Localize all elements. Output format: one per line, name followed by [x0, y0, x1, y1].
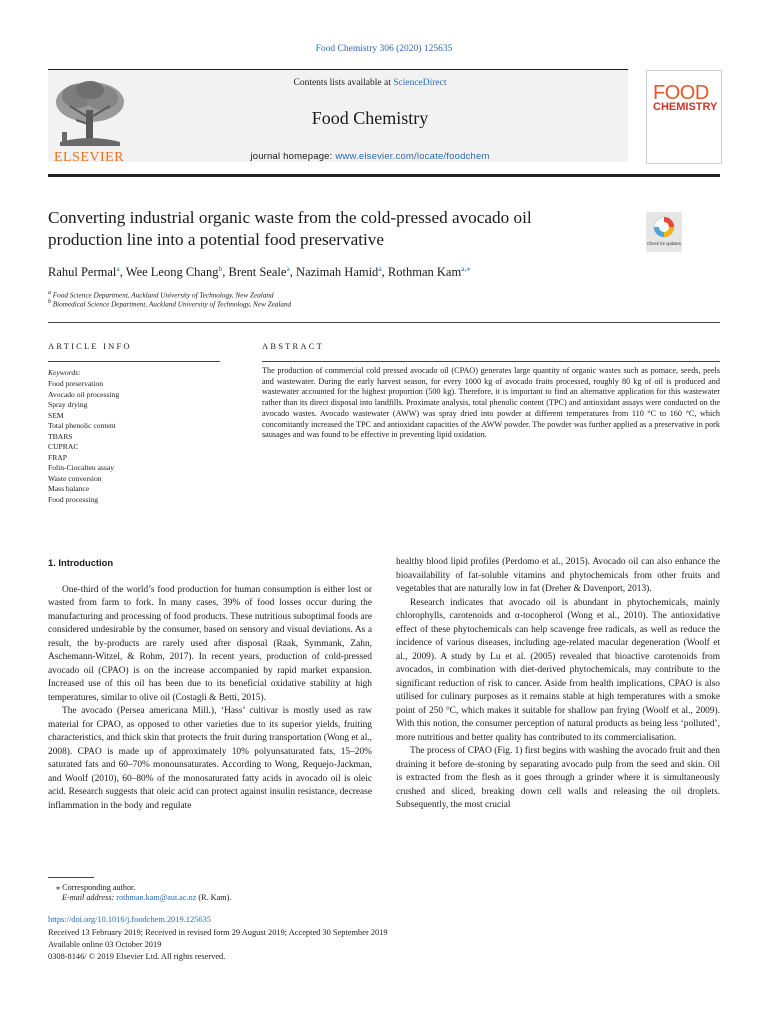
journal-title: Food Chemistry [311, 108, 429, 128]
email-footnote [62, 893, 231, 902]
author-2-affil[interactable]: b [218, 264, 223, 273]
title-divider [48, 322, 720, 323]
abstract-heading: ABSTRACT [262, 341, 324, 351]
email-link[interactable]: rothman.kam@aut.ac.nz [116, 893, 197, 902]
author-4[interactable]: Nazimah Hamid [296, 265, 379, 280]
author-1[interactable]: Rahul Permal [48, 265, 117, 280]
email-label: E-mail address: [62, 893, 117, 902]
keyword: Total phenolic content [48, 421, 116, 430]
footnote-rule [48, 877, 94, 878]
copyright-line: 0308-8146/ © 2019 Elsevier Ltd. All rights reserved. [48, 952, 226, 961]
keyword: Folin-Ciocalteu assay [48, 463, 115, 472]
keyword: Food preservation [48, 379, 104, 388]
keyword: SEM [48, 410, 64, 420]
article-title: Converting industrial organic waste from the cold-pressed avocado oil production line into a potential food preservative [48, 208, 532, 249]
check-updates-label: Check for updates [647, 241, 681, 246]
keyword: Spray drying [48, 400, 88, 409]
corresponding-author-note: ⁎ Corresponding author. [56, 883, 136, 892]
author-3[interactable]: Brent Seale [228, 265, 287, 280]
keyword: Mass balance [48, 484, 90, 493]
article-info-rule [48, 361, 220, 362]
keyword: FRAP [48, 452, 67, 462]
section-heading-introduction: 1. Introduction [48, 557, 114, 568]
header-bottom-rule [48, 174, 720, 177]
doi-link[interactable]: https://doi.org/10.1016/j.foodchem.2019.125635 [48, 915, 211, 924]
sciencedirect-link[interactable]: ScienceDirect [393, 78, 447, 88]
homepage-line [140, 151, 600, 162]
cover-word-food: FOOD [653, 82, 709, 104]
received-dates: Received 13 February 2019; Received in revised form 29 August 2019; Accepted 30 September 2019 [48, 928, 388, 937]
affiliation-a: $^a$ Food Science Department, Auckland University of Technology, New Zealand [48, 290, 274, 300]
abstract-text: The production of commercial cold pressed avocado oil (CPAO) generates large quantity of organic wastes such as pomace, seeds, peels and wastewater. During the early harvest season, for every 1000 kg of avocado fruits processed, roughly 80 kg of oil is produced and wastewater accounted for the highest proportion (500 kg). Therefore, it is important to find an alternative application for this wastewater rather than its direct disposal into landfills. Proximate analysis, total phenolic content (TPC) and antioxidant assays were conducted on the avocado wastes. Avocado wastewater (AWW) was spray dried into powder at different temperatures from 110 °C to 160 °C, which concomitantly increased the TPC and antioxidant capacities of the AWW powder. The powder was further applied as a preservative in pork sausages and was found to be effective in preventing lipid oxidation. [262, 366, 720, 440]
body-paragraph: Research indicates that avocado oil is abundant in phytochemicals, mainly chlorophylls, carotenoids and α-tocopherol (Wong et al., 2010). The antioxidative effect of these phytochemicals can help scavenge free radicals, as well as reduce the incidence of various diseases, including age-related macular degeneration (Woolf et al., 2009). A study by Lu et al. (2005) revealed that bioactive carotenoids from avocados, in combination with diet-derived phytochemicals, may contribute to the significant reduction of risk to cancer. Aside from health implications, CPAO is also utilised for culinary purposes as it remains stable at high temperatures with a smoke point of 250 °C, which makes it suitable for shallow pan frying (Woolf et al., 2009). With this notion, the consumer perception of natural products as being less ‘polluted’, more nutritious and better quality has contributed to its commercialisation. [396, 597, 720, 743]
abstract-rule [262, 361, 720, 362]
cover-word-chemistry: CHEMISTRY [653, 101, 718, 113]
check-updates-icon [646, 212, 682, 252]
author-1-affil[interactable]: a [116, 264, 120, 273]
body-column-right [396, 556, 720, 813]
journal-reference[interactable]: Food Chemistry 306 (2020) 125635 [315, 44, 453, 54]
check-for-updates-badge[interactable] [646, 212, 682, 252]
keyword: CUPRAC [48, 442, 79, 451]
author-3-affil[interactable]: a [286, 264, 290, 273]
article-info-heading: ARTICLE INFO [48, 341, 132, 351]
available-online-date: Available online 03 October 2019 [48, 940, 162, 949]
keyword: Avocado oil processing [48, 389, 120, 399]
homepage-prefix: journal homepage: [250, 151, 336, 162]
author-2[interactable]: Wee Leong Chang [125, 265, 219, 280]
author-4-affil[interactable]: a [378, 264, 382, 273]
body-paragraph: The process of CPAO (Fig. 1) first begins with washing the avocado fruit and then draining it before de-stoning by separating avocado pulp from the seed and skin. Oil is extracted from the flesh as it goes through a grinder where it is simultaneously crushed and sliced, breaking down cell walls and releasing the oil droplets. Subsequently, the most crucial [396, 746, 720, 810]
affiliation-b: $^b$ Biomedical Science Department, Auckland University of Technology, New Zealand [48, 299, 292, 309]
body-column-left [48, 556, 372, 813]
author-list: Rahul Permal$^a$, Wee Leong Chang$^b$, Brent Seale$^a$, Nazimah Hamid$^a$, Rothman Kam$^{a,⁎}$ [48, 264, 471, 280]
keyword: Food processing [48, 494, 98, 504]
email-suffix: (R. Kam). [196, 893, 232, 902]
keyword: TBARS [48, 431, 73, 441]
contents-line [140, 78, 600, 88]
keyword: Waste conversion [48, 473, 102, 483]
author-5-affil[interactable]: a,⁎ [461, 264, 471, 273]
body-paragraph: healthy blood lipid profiles (Perdomo et al., 2015). Avocado oil can also enhance the bioavailability of fat-soluble vitamins and phytochemicals from other fruits and vegetables that are naturally low in fat (Dreher & Davenport, 2013). [396, 557, 720, 594]
contents-prefix: Contents lists available at [293, 78, 394, 88]
author-5[interactable]: Rothman Kam [387, 265, 462, 280]
keywords-label: Keywords: [48, 368, 81, 377]
keyword-list [48, 379, 119, 505]
body-paragraph: One-third of the world’s food production for human consumption is either lost or wasted from farm to fork. In many cases, 39% of food losses occur during the manufacturing and processing of food products. These nutritious suboptimal foods are considered undesirable by the consumer, based on sensory and visual deviations. As a result, the by-products are rarely used after disposal (Raak, Symmank, Zahn, Aschemann-Witzel, & Rohm, 2017). In recent years, production of cold-pressed avocado oil (CPAO) is on the increase accompanied by rapid market expansion. Increased use of this oil has been due to its beneficial oxidative stability at high temperatures, similar to olive oil (Costagli & Betti, 2015). [48, 584, 372, 703]
homepage-link[interactable]: www.elsevier.com/locate/foodchem [335, 151, 490, 162]
elsevier-wordmark: ELSEVIER [53, 150, 125, 165]
journal-cover-thumbnail[interactable] [646, 70, 722, 164]
body-paragraph: The avocado (Persea americana Mill.), ‘Hass’ cultivar is mostly used as raw material for CPAO, as opposed to other varieties due to its superior yields, fruiting characteristics, and thick skin that protects the fruit during transportation (Wong et al., 2008). CPAO is made up of approximately 10% polyunsaturated fats, 15–20% saturated fats and 60–70% monounsaturates. According to Wong, Requejo-Jackman, and Woolf (2010), 60–80% of the monosaturated fatty acids in avocado oil is oleic acid. Research suggests that oleic acid can protect against insulin resistance, decrease inflammation in the body and regulate [48, 706, 372, 811]
